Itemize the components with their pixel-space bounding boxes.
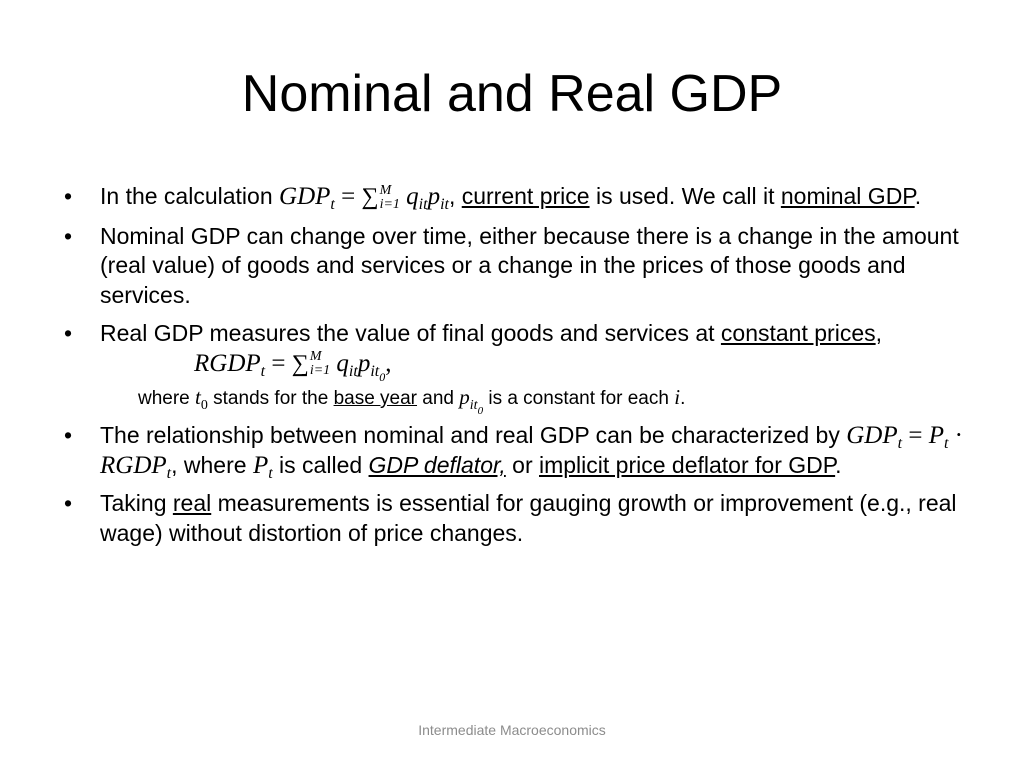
text: stands for the: [207, 388, 334, 409]
math-dot: ·: [948, 422, 963, 449]
text: , where: [171, 451, 253, 478]
text: and: [417, 388, 460, 409]
sum-bottom: i=1: [379, 196, 400, 212]
text: ,: [875, 320, 883, 346]
math-sum: ∑: [291, 350, 309, 377]
math-gdp: GDP: [846, 422, 898, 449]
math-sub: 0: [200, 398, 208, 413]
bullet-list: [64, 182, 969, 557]
text: In the calculation: [100, 183, 280, 209]
sum-top: M: [379, 182, 392, 198]
text: .: [835, 451, 842, 478]
text: is used. We call it: [589, 183, 781, 209]
math-sub: t: [268, 464, 273, 482]
term-nominal-gdp: nominal GDP: [780, 183, 915, 209]
term-current-price: current price: [461, 183, 590, 209]
bullet-real-gdp: [64, 319, 969, 417]
sum-top: M: [309, 349, 322, 365]
sum-limits: [380, 184, 400, 212]
text: ,: [448, 183, 462, 209]
text: Taking: [100, 490, 173, 516]
math-sub: [469, 398, 484, 417]
math-i: i: [674, 385, 681, 409]
math-p-cap: P: [252, 451, 269, 479]
math-sum: ∑: [361, 184, 379, 210]
math-p-cap: P: [928, 422, 944, 449]
text: or: [505, 451, 539, 478]
bullet-nominal-change: [64, 222, 969, 311]
text: Nominal GDP can change over time, either because there is a change in the amount (real value) of goods and services or a change in the prices of those goods and services.: [100, 222, 959, 308]
math-t: t: [195, 385, 201, 409]
math-sub-it: it: [469, 398, 478, 413]
math-q: q: [330, 349, 349, 377]
text: is a constant for each: [483, 388, 675, 409]
math-sub: [370, 362, 386, 384]
math-p: p: [357, 349, 371, 377]
math-sub-zero: 0: [379, 369, 386, 384]
math-eq: =: [902, 422, 929, 449]
base-year-note: [100, 384, 969, 417]
bullet-nominal-calculation: [64, 182, 969, 213]
math-sub: it: [348, 362, 358, 380]
math-p: p: [459, 385, 470, 409]
math-gdp: GDP: [279, 183, 331, 210]
term-gdp-deflator: GDP deflator,: [368, 451, 506, 478]
math-sub: it: [440, 196, 449, 213]
slide-title: Nominal and Real GDP: [241, 65, 783, 123]
text: .: [680, 388, 686, 409]
sum-limits: [310, 350, 330, 378]
real-gdp-formula: [100, 349, 969, 384]
text: is called: [272, 451, 369, 478]
term-real: real: [172, 490, 212, 516]
text: Real GDP measures the value of final goods and services at: [100, 320, 721, 346]
math-sub: t: [943, 435, 949, 452]
math-sub: t: [330, 196, 335, 213]
math-rgdp: RGDP: [100, 451, 167, 479]
math-eq: =: [265, 349, 292, 377]
text: where: [138, 388, 196, 409]
bullet-deflator: [64, 421, 969, 480]
term-implicit-deflator: implicit price deflator for GDP: [539, 451, 836, 478]
term-base-year: base year: [333, 388, 418, 409]
math-sub: t: [166, 464, 172, 482]
bullet-real-measurements: [64, 489, 969, 548]
slide-footer: Intermediate Macroeconomics: [418, 722, 606, 738]
text: measurements is essential for gauging growth or improvement (e.g., real wage) without distortion of price changes.: [100, 490, 957, 546]
text: The relationship between nominal and real GDP can be characterized by: [100, 422, 847, 448]
math-rgdp: RGDP: [194, 349, 261, 377]
text: .: [914, 183, 922, 209]
math-sub-it: it: [370, 362, 380, 380]
math-sub: t: [260, 362, 266, 380]
math-eq: =: [334, 183, 362, 210]
math-sub: it: [418, 196, 428, 213]
sum-bottom: i=1: [309, 363, 331, 379]
math-sub-zero: 0: [477, 405, 484, 417]
math-p: p: [427, 183, 441, 210]
math-q: q: [399, 183, 419, 210]
math-sub: t: [897, 435, 903, 452]
math-comma: ,: [385, 349, 392, 377]
term-constant-prices: constant prices: [720, 320, 876, 346]
